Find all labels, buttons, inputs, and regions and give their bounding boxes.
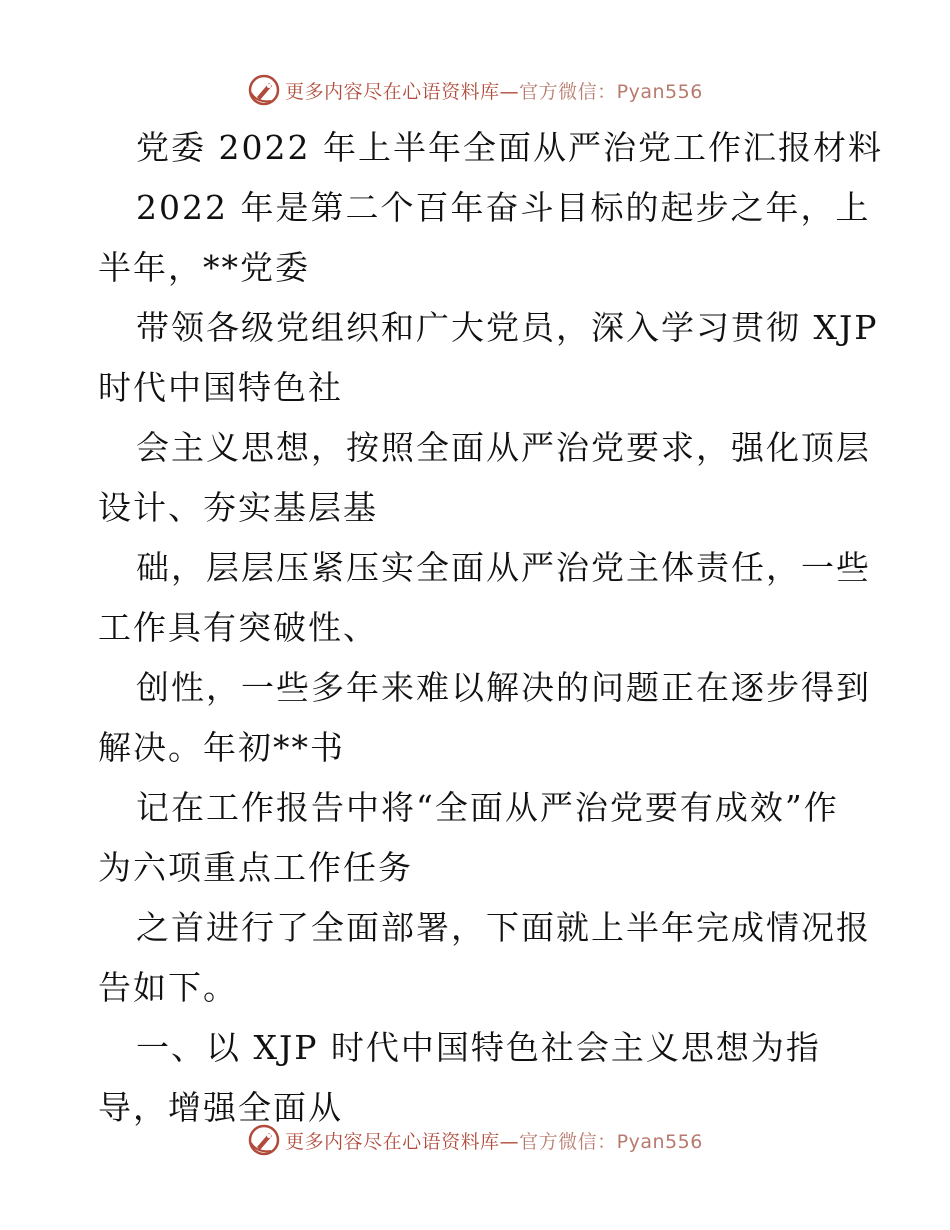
paragraph-line: 带领各级党组织和广大党员，深入学习贯彻 XJP <box>136 308 879 347</box>
section-heading-line: 导，增强全面从 <box>98 1088 343 1127</box>
watermark-banner-bottom <box>0 1120 950 1160</box>
watermark-main-text: 更多内容尽在心语资料库 <box>285 80 500 103</box>
section-heading-line: 一、以 XJP 时代中国特色社会主义思想为指 <box>136 1028 821 1067</box>
watermark-wechat-text: 官方微信：Pyan556 <box>519 1130 703 1153</box>
paragraph-line: 2022 年是第二个百年奋斗目标的起步之年，上 <box>136 188 871 227</box>
watermark-banner-top <box>0 70 950 110</box>
paragraph-line: 时代中国特色社 <box>98 368 343 407</box>
paragraph-line: 之首进行了全面部署，下面就上半年完成情况报 <box>136 908 871 947</box>
pen-nib-logo-icon <box>247 1123 281 1157</box>
document-title-line: 党委 2022 年上半年全面从严治党工作汇报材料 <box>136 128 883 167</box>
paragraph-line: 设计、夯实基层基 <box>98 488 378 527</box>
paragraph-line: 记在工作报告中将“全面从严治党要有成效”作 <box>136 788 839 827</box>
watermark-main-text: 更多内容尽在心语资料库 <box>285 1130 500 1153</box>
watermark-wechat-text: 官方微信：Pyan556 <box>519 80 703 103</box>
pen-nib-logo-icon <box>247 73 281 107</box>
paragraph-line: 告如下。 <box>98 968 238 1007</box>
watermark-separator: — <box>499 80 520 103</box>
paragraph-line: 工作具有突破性、 <box>98 608 378 647</box>
paragraph-line: 础，层层压紧压实全面从严治党主体责任，一些 <box>136 548 871 587</box>
paragraph-line: 解决。年初**书 <box>98 728 345 767</box>
paragraph-line: 会主义思想，按照全面从严治党要求，强化顶层 <box>136 428 871 467</box>
watermark-text <box>285 1127 703 1154</box>
watermark-separator: — <box>499 1130 520 1153</box>
paragraph-line: 为六项重点工作任务 <box>98 848 413 887</box>
document-body <box>98 118 883 1138</box>
watermark-text <box>285 77 703 104</box>
paragraph-line: 半年，**党委 <box>98 248 310 287</box>
paragraph-line: 创性，一些多年来难以解决的问题正在逐步得到 <box>136 668 871 707</box>
